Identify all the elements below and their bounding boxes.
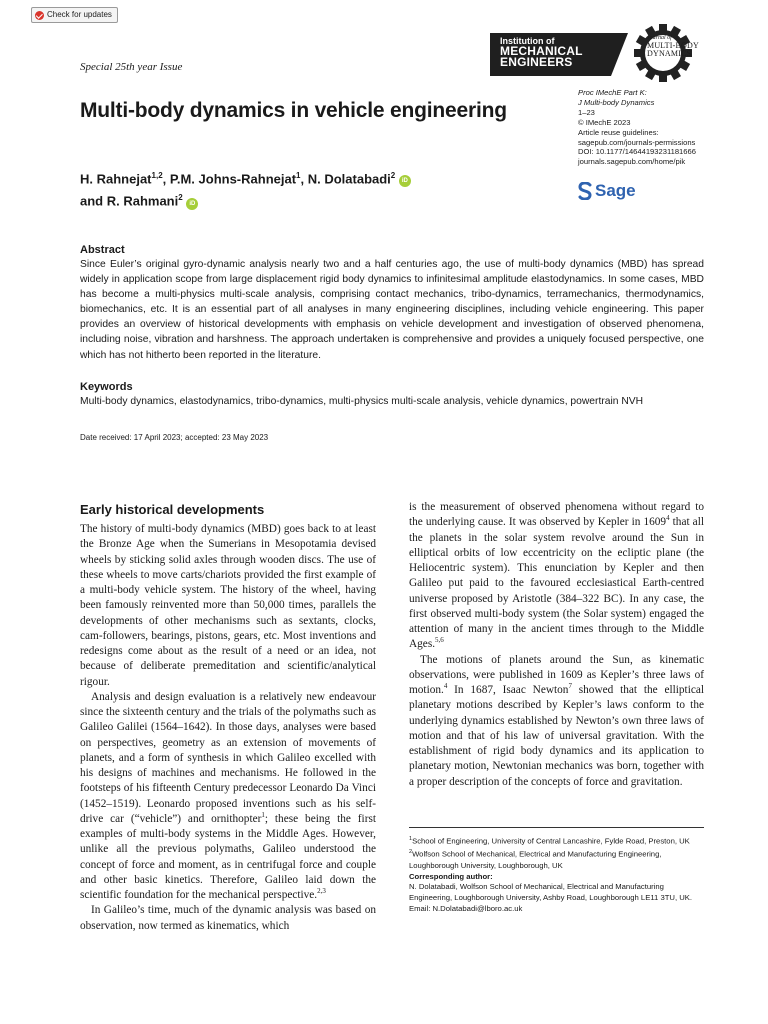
affiliation-text: Wolfson School of Mechanical, Electrical and Manufacturing Engineering, Loughborough University, Loughborough, UK [409, 849, 662, 870]
abstract-heading: Abstract [80, 244, 125, 256]
meta-pages: 1–23 [578, 107, 595, 117]
meta-journal-url[interactable]: journals.sagepub.com/home/pik [578, 157, 686, 167]
author-name[interactable]: and R. Rahmani [80, 193, 179, 209]
keywords-heading: Keywords [80, 381, 133, 393]
author-affiliation-mark: 2 [178, 193, 183, 203]
paper-title: Multi-body dynamics in vehicle engineering [80, 99, 507, 122]
author-name[interactable]: H. Rahnejat [80, 171, 152, 187]
imeche-logo-line3: ENGINEERS [500, 55, 573, 69]
citation-ref[interactable]: 1 [261, 810, 265, 819]
check-updates-icon [35, 11, 44, 20]
journal-logo-line3: DYNAMICS [647, 49, 692, 58]
citation-ref[interactable]: 2,3 [317, 887, 326, 896]
body-paragraph [409, 653, 704, 790]
corresponding-author-heading: Corresponding author: [409, 871, 493, 881]
body-text: In 1687, Isaac Newton [447, 684, 569, 696]
corresponding-author-address: N. Dolatabadi, Wolfson School of Mechanical, Electrical and Manufacturing Engineering, Loughborough University, Ashby Road, Loughborough LE11 3TU, UK. [409, 882, 693, 903]
imeche-logo [490, 33, 628, 76]
sage-logo-word: Sage [595, 181, 636, 200]
body-text: Analysis and design evaluation is a relatively new endeavour since the sixteenth century and the trials of the polymaths such as Galileo Galilei (1564–1642). In those days, analyses were based on perspectives, geometry as an extension of movements of planets, and a form of synthesis in which Galileo excelled with his designs of machines and mechanisms. He followed in the footsteps of his fifteenth Century predecessor Leonardo Da Vinci (1452–1519). Leonardo proposed inventions such as his self-drive car (“vehicle”) and ornithopter [80, 690, 376, 825]
body-text: is the measurement of observed phenomena without regard to the underlying cause. It was observed by Kepler in 1609 [409, 501, 704, 529]
affiliation-mark: 1 [409, 836, 413, 842]
date-received: Date received: 17 April 2023; accepted: 23 May 2023 [80, 433, 269, 442]
article-meta [578, 88, 696, 167]
corresponding-author-email[interactable]: Email: N.Dolatabadi@lboro.ac.uk [409, 903, 523, 913]
abstract-section [80, 243, 704, 363]
journal-logo-line2: MULTI-BODY [647, 41, 699, 50]
meta-journal: Proc IMechE Part K: [578, 88, 647, 97]
keywords-text: Multi-body dynamics, elastodynamics, tribo-dynamics, multi-physics multi-scale analysis, vehicle dynamics, powertrain NVH [80, 396, 644, 407]
journal-logo-line1: Journal of [647, 35, 672, 41]
check-for-updates-button[interactable] [31, 7, 118, 23]
sage-logo [578, 181, 636, 201]
section-heading: Early historical developments [80, 502, 265, 517]
body-paragraph: In Galileo’s time, much of the dynamic analysis was based on observation, now termed as kinematics, which [80, 904, 376, 932]
special-issue-label: Special 25th year Issue [80, 61, 183, 73]
author-affiliation-mark: 1,2 [151, 171, 163, 180]
meta-reuse-link[interactable]: sagepub.com/journals-permissions [578, 137, 696, 147]
body-paragraph: The history of multi-body dynamics (MBD) goes back to at least the Bronze Age when the Sumerians in Mesopotamia devised wheels by sticking solid axles through wooden discs. The use of these wheels to move carts/chariots provided the first example of a multi-body vehicle system. The history of the wheel, having been famously reinvented more than 50,000 times, parallels the developments of other mechanisms such as sextants, clocks, cam-followers, bearings, pistons, gears, etc. Most inventions and redesigns come about as the result of a need or an idea, not because of deliberate premeditation and scientific/analytical rigour. [80, 523, 376, 688]
keywords-section [80, 380, 704, 409]
meta-doi[interactable]: DOI: 10.1177/14644193231181666 [578, 147, 696, 157]
meta-reuse: Article reuse guidelines: [578, 127, 659, 137]
orcid-icon[interactable]: iD [186, 198, 198, 210]
body-text: ; these being the first examples of multi-body systems in the Middle Ages. However, unlike all the previous polymaths, Galileo understood the concept of force and moment, as in centrifugal force and couple and other basic kinetics. Therefore, Galileo laid down the scientific foundation for the mechanical perspective. [80, 812, 376, 901]
body-text: The motions of planets around the Sun, as kinematic observations, were published in 1609 as Kepler’s three laws of motion. [409, 653, 704, 696]
orcid-icon[interactable]: iD [399, 175, 411, 187]
affiliation-item [409, 847, 704, 871]
affiliation-text: School of Engineering, University of Central Lancashire, Fylde Road, Preston, UK [412, 836, 690, 846]
imeche-logo-line2: MECHANICAL [500, 44, 583, 58]
imeche-logo-line1: Institution of [500, 36, 555, 46]
body-paragraph [80, 690, 376, 904]
affiliation-divider [409, 827, 704, 828]
author-affiliation-mark: 2 [390, 171, 396, 180]
check-updates-label: Check for updates [47, 10, 112, 19]
author-name[interactable]: , N. Dolatabadi [300, 171, 391, 187]
body-column-left [80, 502, 376, 934]
body-text: showed that the elliptical planetary motions described by Kepler’s laws conform to the underlying dynamics established by Newton’s own three laws of motion and that of his law of universal gravitation. With the establishment of rigid body dynamics and its application to planetary motion, Newtonian mechanics was born, together with a proper description of the concepts of force and gravitation. [409, 684, 705, 788]
citation-ref[interactable]: 4 [666, 514, 670, 523]
author-list [80, 166, 411, 211]
author-name[interactable]: , P.M. Johns-Rahnejat [162, 171, 297, 187]
affiliations-block [409, 834, 704, 915]
citation-ref[interactable]: 7 [568, 682, 572, 691]
affiliation-item [409, 834, 704, 847]
meta-journal-sub: J Multi-body Dynamics [578, 97, 655, 107]
journal-logo-text [647, 34, 699, 58]
body-column-right [409, 500, 704, 790]
body-paragraph [409, 500, 704, 653]
author-affiliation-mark: 1 [296, 171, 301, 180]
affiliation-mark: 2 [409, 849, 413, 856]
meta-copyright: © IMechE 2023 [578, 117, 631, 127]
body-text: that all the planets in the solar system revolve around the Sun in elliptical orbits of low eccentricity on the ecliptic plane (the Heliocentric system). This enunciation by Kepler and then Galileo put paid to the favoured ecclesiastical Earth-centred universe proposed by Aristotle (384–322 BC). In any case, the first observed multi-body system (the Solar system) engaged the attention of many in the ancient times through to the Middle Ages. [409, 516, 704, 651]
citation-ref[interactable]: 5,6 [435, 636, 444, 645]
citation-ref[interactable]: 4 [443, 682, 448, 691]
abstract-text: Since Euler’s original gyro-dynamic analysis nearly two and a half centuries ago, the use of multi-body dynamics (MBD) has spread widely in application scope from large displacement rigid body dynamics to infinitesimal amplitude elastodynamics. In some cases, MBD has become a multi-physics multi-scale analysis, comprising contact mechanics, tribo-dynamics, terramechanics, thermodynamics, biomechanics, etc. It is an essential part of all analyses in many engineering disciplines, including vehicle engineering. This paper provides an overview of historical developments with emphasis on vehicle development and investigation of observed phenomena, including noise, vibration and harshness. The approach undertaken is comprehensive and provides a uniquely focused perspective, one which has not hitherto been reported in the literature. [80, 259, 704, 361]
sage-logo-icon [578, 182, 592, 200]
